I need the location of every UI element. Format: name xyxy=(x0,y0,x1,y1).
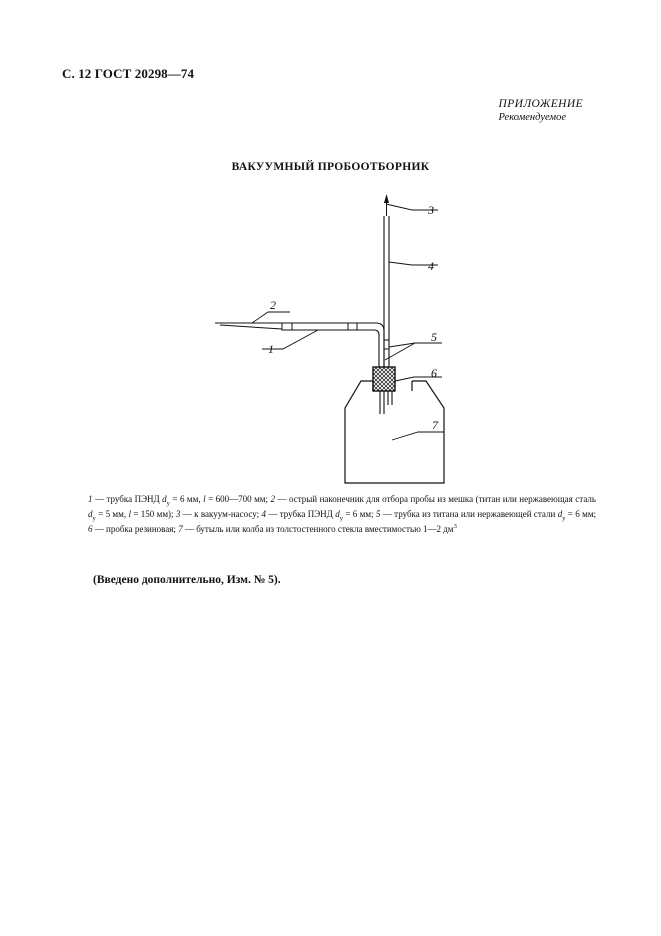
legend-text-2a: — острый наконечник для отбора пробы из мешка (титан или нержавеющая сталь xyxy=(275,494,597,504)
callout-6: 6 xyxy=(431,366,437,380)
legend-num-1: 1 xyxy=(88,494,93,504)
amendment-note: (Введено дополнительно, Изм. № 5). xyxy=(93,574,281,586)
appendix-note: Рекомендуемое xyxy=(498,112,566,123)
bent-tube xyxy=(282,323,384,367)
legend-sub-2: y xyxy=(92,514,96,522)
callout-3: 3 xyxy=(428,203,434,217)
legend-sym-l1: l xyxy=(203,494,206,504)
legend-sub-4: y xyxy=(339,514,343,522)
legend-text-1a: — трубка ПЭНД xyxy=(92,494,163,504)
figure-title: ВАКУУМНЫЙ ПРОБООТБОРНИК xyxy=(231,161,430,173)
callout-5: 5 xyxy=(431,330,437,344)
legend-num-2: 2 xyxy=(270,494,275,504)
legend-sub-1: y xyxy=(166,499,170,507)
callout-2: 2 xyxy=(270,298,276,312)
legend-text-4a: — трубка ПЭНД xyxy=(266,509,336,519)
rubber-stopper xyxy=(373,367,395,391)
legend-text-1c: = 600—700 мм; xyxy=(205,494,271,504)
legend-sub-5: y xyxy=(562,514,566,522)
callout-4: 4 xyxy=(428,259,434,273)
page-header: С. 12 ГОСТ 20298—74 xyxy=(62,66,195,81)
legend-text-5b: = 6 мм; xyxy=(565,509,597,519)
legend-text-7a: — бутыль или колба из толстостенного стекла вместимостью 1—2 дм xyxy=(182,524,454,534)
tube-joint xyxy=(384,340,389,349)
legend-text-2b: = 5 мм, xyxy=(95,509,129,519)
legend-text-4b: = 6 мм; xyxy=(342,509,376,519)
legend-text-2c: = 150 мм); xyxy=(130,509,176,519)
legend-text-5a: — трубка из титана или нержавеющей стали xyxy=(380,509,558,519)
legend-num-6: 6 xyxy=(88,524,93,534)
legend-num-3: 3 xyxy=(175,509,181,519)
legend-sup-3: 3 xyxy=(453,523,457,530)
legend-num-4: 4 xyxy=(261,509,267,519)
legend-sym-d2: d xyxy=(88,509,93,519)
legend-num-7: 7 xyxy=(178,524,183,534)
legend-sym-d5: d xyxy=(557,509,563,519)
legend-sym-l2: l xyxy=(128,509,131,519)
callout-1: 1 xyxy=(268,342,274,356)
appendix-label: ПРИЛОЖЕНИЕ xyxy=(498,98,583,110)
legend-text-6: — пробка резиновая; xyxy=(92,524,179,534)
legend-num-5: 5 xyxy=(375,509,381,519)
vacuum-arrow xyxy=(384,194,389,203)
callout-7: 7 xyxy=(432,418,438,432)
legend-text-3: — к вакуум-насосу; xyxy=(180,509,262,519)
legend-sym-d1: d xyxy=(162,494,167,504)
legend-text-1b: = 6 мм, xyxy=(169,494,204,504)
figure-legend xyxy=(88,492,596,537)
legend-sym-d4: d xyxy=(335,509,340,519)
